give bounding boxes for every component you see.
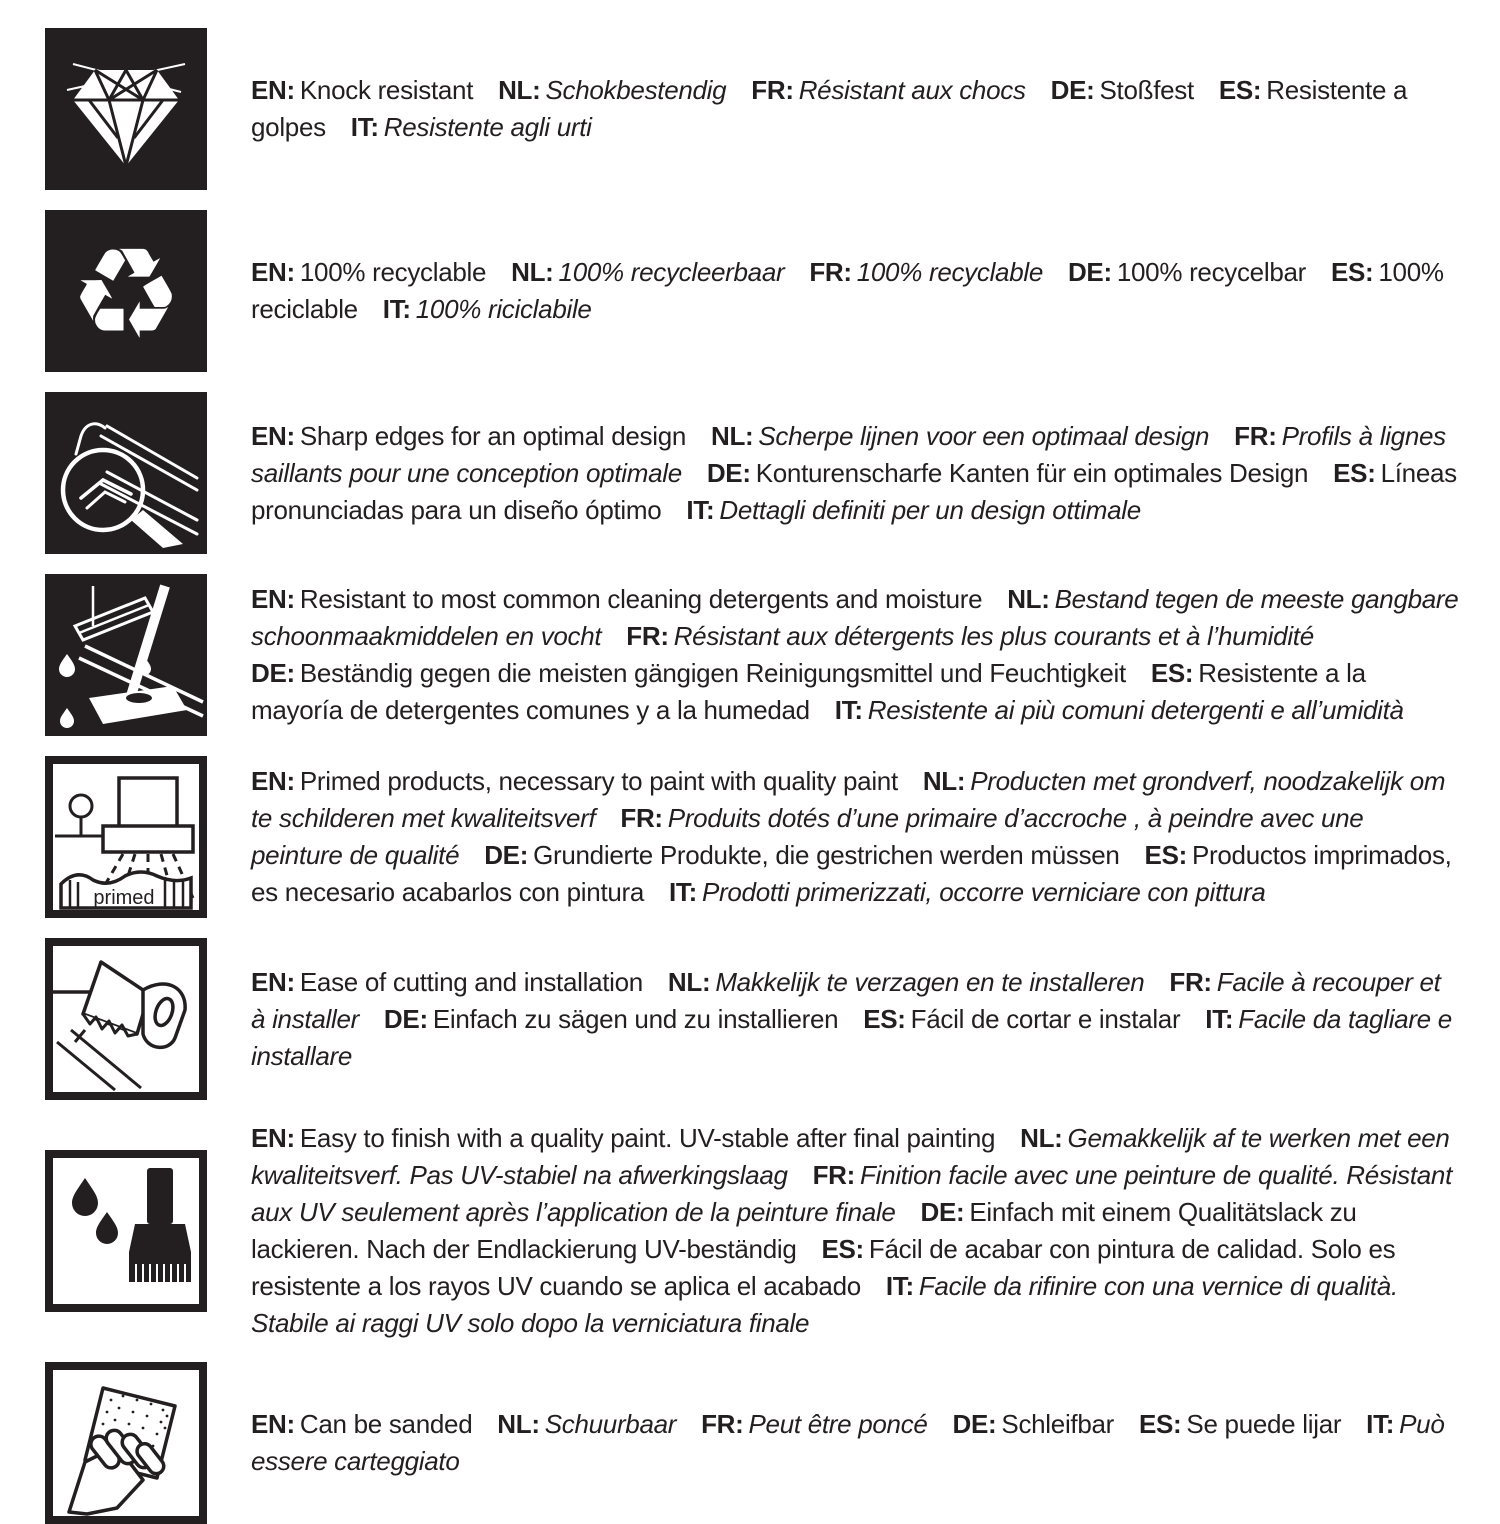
feature-text-primed-it: IT: Prodotti primerizzati, occorre verniciare con pittura (668, 877, 1266, 907)
lang-label-fr: FR: (1234, 420, 1277, 451)
lang-label-de: DE: (952, 1409, 997, 1439)
lang-label-it: IT: (885, 1271, 914, 1301)
feature-text-easy-cutting-en: EN: Ease of cutting and installation (251, 966, 643, 997)
recycling-icon (45, 210, 207, 372)
lang-label-de: DE: (484, 840, 529, 870)
feature-text-knock-resistant-nl: NL: Schokbestendig (498, 75, 727, 105)
lang-label-nl: NL: (922, 766, 966, 796)
lang-label-de: DE: (383, 1003, 428, 1034)
lang-label-fr: FR: (809, 257, 852, 287)
feature-text-easy-finish-uv-nl: NL: Gemakkelijk af te werken met een kwaliteitsverf. Pas UV-stabiel na afwerkingslaag (251, 1123, 1450, 1190)
feature-text-primed-es: ES: Productos imprimados, es necesario acabarlos con pintura (251, 840, 1452, 907)
lang-label-nl: NL: (498, 75, 541, 105)
feature-text-easy-cutting-es: ES: Fácil de cortar e instalar (863, 1003, 1181, 1034)
feature-icon-box (45, 574, 207, 736)
lang-label-es: ES: (1218, 75, 1262, 105)
lang-label-es: ES: (1138, 1409, 1182, 1439)
feature-descriptions (251, 964, 1460, 1075)
feature-text-detergent-resistant-es: ES: Resistente a la mayoría de detergentes comunes y a la humedad (251, 658, 1366, 725)
paintbrush-drops-icon (45, 1150, 207, 1312)
lang-label-en: EN: (251, 966, 295, 997)
feature-text-detergent-resistant-de: DE: Beständig gegen die meisten gängigen Reinigungsmittel und Feuchtigkeit (251, 658, 1126, 688)
lang-label-en: EN: (251, 1409, 295, 1439)
feature-icon-box (45, 28, 207, 190)
feature-text-sharp-edges-fr: FR: Profils à lignes saillants pour une conception optimale (251, 420, 1446, 488)
mop-cleaning-icon (45, 574, 207, 736)
feature-text-easy-cutting-de: DE: Einfach zu sägen und zu installieren (383, 1003, 839, 1034)
lang-label-fr: FR: (812, 1160, 856, 1190)
feature-text-sandable-fr: FR: Peut être poncé (701, 1409, 928, 1439)
feature-text-knock-resistant-fr: FR: Résistant aux chocs (751, 75, 1026, 105)
lang-label-fr: FR: (1169, 966, 1212, 997)
diamond-icon (45, 28, 207, 190)
feature-row-primed (45, 756, 1460, 918)
feature-text-sandable-it: IT: Può essere carteggiato (251, 1409, 1445, 1476)
primer-spray-icon (45, 756, 207, 918)
feature-text-recyclable-it: IT: 100% riciclabile (382, 294, 592, 324)
lang-label-en: EN: (251, 75, 295, 105)
feature-text-easy-cutting-fr: FR: Facile à recouper et à installer (251, 966, 1441, 1034)
feature-text-sandable-de: DE: Schleifbar (952, 1409, 1115, 1439)
feature-descriptions (251, 1120, 1460, 1342)
feature-row-detergent-resistant (45, 574, 1460, 736)
sharp-edges-icon (45, 392, 207, 554)
lang-label-fr: FR: (620, 803, 663, 833)
feature-text-knock-resistant-es: ES: Resistente a golpes (251, 75, 1408, 142)
feature-text-easy-cutting-it: IT: Facile da tagliare e installare (251, 1003, 1452, 1071)
feature-text-easy-finish-uv-es: ES: Fácil de acabar con pintura de calidad. Solo es resistente a los rayos UV cuando se aplica el acabado (251, 1234, 1396, 1301)
lang-label-en: EN: (251, 420, 295, 451)
lang-label-it: IT: (668, 877, 697, 907)
feature-text-recyclable-en: EN: 100% recyclable (251, 257, 487, 287)
feature-icon-box (45, 756, 207, 918)
feature-text-sandable-es: ES: Se puede lijar (1138, 1409, 1342, 1439)
lang-label-fr: FR: (701, 1409, 744, 1439)
feature-descriptions (251, 418, 1460, 529)
svg-text:♻: ♻ (69, 220, 183, 368)
feature-text-detergent-resistant-fr: FR: Résistant aux détergents les plus courants et à l’humidité (626, 621, 1314, 651)
feature-descriptions (251, 763, 1460, 911)
lang-label-fr: FR: (626, 621, 669, 651)
feature-icon-box (45, 210, 207, 372)
feature-text-easy-finish-uv-de: DE: Einfach mit einem Qualitätslack zu lackieren. Nach der Endlackierung UV-beständig (251, 1197, 1357, 1264)
feature-text-recyclable-nl: NL: 100% recycleerbaar (511, 257, 785, 287)
feature-row-knock-resistant (45, 28, 1460, 190)
primed-label: primed (93, 887, 155, 909)
lang-label-nl: NL: (497, 1409, 540, 1439)
feature-row-recyclable (45, 210, 1460, 372)
lang-label-de: DE: (920, 1197, 965, 1227)
lang-label-it: IT: (382, 294, 411, 324)
feature-text-easy-finish-uv-en: EN: Easy to finish with a quality paint. UV-stable after final painting (251, 1123, 996, 1153)
lang-label-nl: NL: (511, 257, 554, 287)
lang-label-es: ES: (1333, 457, 1376, 488)
lang-label-es: ES: (1144, 840, 1187, 870)
lang-label-de: DE: (1050, 75, 1095, 105)
feature-icon-box (45, 938, 207, 1100)
lang-label-fr: FR: (751, 75, 794, 105)
handsaw-icon (45, 938, 207, 1100)
lang-label-es: ES: (1330, 257, 1374, 287)
feature-text-detergent-resistant-it: IT: Resistente ai più comuni detergenti e all’umidità (834, 695, 1404, 725)
feature-descriptions (251, 254, 1460, 328)
lang-label-en: EN: (251, 1123, 295, 1153)
feature-row-easy-cutting (45, 938, 1460, 1100)
lang-label-it: IT: (686, 494, 715, 525)
feature-descriptions (251, 581, 1460, 729)
lang-label-de: DE: (251, 658, 295, 688)
lang-label-nl: NL: (1020, 1123, 1063, 1153)
lang-label-es: ES: (1150, 658, 1194, 688)
lang-label-nl: NL: (1007, 584, 1050, 614)
feature-text-primed-fr: FR: Produits dotés d’une primaire d’accroche , à peindre avec une peinture de qualité (251, 803, 1364, 870)
lang-label-en: EN: (251, 766, 295, 796)
lang-label-es: ES: (863, 1003, 906, 1034)
feature-text-recyclable-es: ES: 100% reciclable (251, 257, 1444, 324)
feature-text-primed-en: EN: Primed products, necessary to paint with quality paint (251, 766, 898, 796)
lang-label-it: IT: (350, 112, 379, 142)
feature-text-knock-resistant-it: IT: Resistente agli urti (350, 112, 592, 142)
lang-label-de: DE: (1067, 257, 1112, 287)
lang-label-de: DE: (706, 457, 751, 488)
feature-list (45, 28, 1460, 1524)
lang-label-es: ES: (821, 1234, 864, 1264)
lang-label-en: EN: (251, 584, 295, 614)
feature-text-easy-finish-uv-it: IT: Facile da rifinire con una vernice di qualità. Stabile ai raggi UV solo dopo la verniciatura finale (251, 1271, 1398, 1338)
feature-text-primed-nl: NL: Producten met grondverf, noodzakelijk om te schilderen met kwaliteitsverf (251, 766, 1446, 833)
feature-text-recyclable-de: DE: 100% recycelbar (1067, 257, 1306, 287)
feature-text-sandable-en: EN: Can be sanded (251, 1409, 473, 1439)
feature-text-sharp-edges-de: DE: Konturenscharfe Kanten für ein optimales Design (706, 457, 1309, 488)
lang-label-nl: NL: (710, 420, 754, 451)
feature-text-sharp-edges-it: IT: Dettagli definiti per un design ottimale (686, 494, 1141, 525)
feature-text-primed-de: DE: Grundierte Produkte, die gestrichen werden müssen (484, 840, 1120, 870)
feature-row-easy-finish-uv (45, 1120, 1460, 1342)
feature-descriptions (251, 1406, 1460, 1480)
feature-text-recyclable-fr: FR: 100% recyclable (809, 257, 1044, 287)
feature-icon-box (45, 1150, 207, 1312)
feature-text-detergent-resistant-nl: NL: Bestand tegen de meeste gangbare schoonmaakmiddelen en vocht (251, 584, 1459, 651)
feature-text-sandable-nl: NL: Schuurbaar (497, 1409, 677, 1439)
feature-text-knock-resistant-en: EN: Knock resistant (251, 75, 474, 105)
feature-text-knock-resistant-de: DE: Stoßfest (1050, 75, 1194, 105)
feature-text-easy-cutting-nl: NL: Makkelijk te verzagen en te installeren (667, 966, 1145, 997)
lang-label-it: IT: (1366, 1409, 1395, 1439)
feature-text-sharp-edges-es: ES: Líneas pronunciadas para un diseño óptimo (251, 457, 1457, 525)
lang-label-it: IT: (1205, 1003, 1234, 1034)
feature-text-detergent-resistant-en: EN: Resistant to most common cleaning detergents and moisture (251, 584, 983, 614)
feature-row-sharp-edges (45, 392, 1460, 554)
feature-text-sharp-edges-nl: NL: Scherpe lijnen voor een optimaal design (710, 420, 1210, 451)
lang-label-nl: NL: (667, 966, 711, 997)
feature-text-sharp-edges-en: EN: Sharp edges for an optimal design (251, 420, 687, 451)
lang-label-en: EN: (251, 257, 295, 287)
feature-icon-box (45, 392, 207, 554)
feature-text-easy-finish-uv-fr: FR: Finition facile avec une peinture de qualité. Résistant aux UV seulement après l’application de la peinture finale (251, 1160, 1452, 1227)
lang-label-it: IT: (834, 695, 863, 725)
feature-descriptions (251, 72, 1460, 146)
